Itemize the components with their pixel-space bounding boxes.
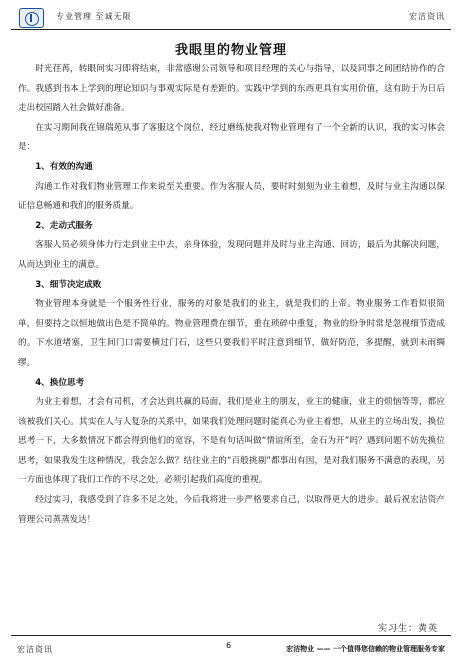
page-header <box>0 0 462 32</box>
section-heading-details: 3、细节决定成败 <box>35 279 102 290</box>
footer-slogan: 宏洁物业 —— 一个值得您信赖的物业管理服务专家 <box>286 645 445 653</box>
section-heading-empathy: 4、换位思考 <box>35 377 85 388</box>
header-brand: 宏洁资讯 <box>409 12 445 21</box>
paragraph-walkaround-service: 客服人员必须身体力行走到业主中去，亲身体验，发现问题并及时与业主沟通、回访，最后为其解决问题，从而达到业主的满意。 <box>18 240 445 270</box>
paragraph-communication: 沟通工作对我们物业管理工作来说至关重要。作为客服人员，要时时刻刻为业主着想，及时与业主沟通以保证信息畅通和我们的服务质量。 <box>18 181 445 212</box>
paragraph-overview: 在实习期间我在锦瑞苑从事了客服这个岗位，经过磨练使我对物业管理有了一个全新的认识，我的实习体会是： <box>18 122 445 153</box>
header-slogan: 专业管理 至诚无限 <box>56 12 132 21</box>
page-title: 我眼里的物业管理 <box>174 43 287 58</box>
document-body <box>18 60 445 530</box>
paragraph-empathy: 为业主着想，才会有司机，才会达到共赢的局面，我们是业主的朋友，业主的健康，业主的烦恼等等，都应该被我们关心。其实在人与人复杂的关系中，如果我们处理问题时能真心为业主着想，从业主的立场出发，换位思考一下，大多数情况下都会得到他们的宽容，不是有句话叫做“情谊所至，金石为开”吗？遇到问题不妨先换位思考，如果我发生这种情况，我会怎么做？结往业主的“百般挑剔”都事出有因，是对我们服务不满意的表现，另一方面也体现了我们工作的不尽之处，必须引起我们高度的重视。 <box>18 397 445 486</box>
signature: 实习生：黄英 <box>377 624 438 634</box>
footer-brand: 宏洁资讯 <box>17 645 53 654</box>
section-heading-communication: 1、有效的沟通 <box>35 161 93 172</box>
company-logo-icon <box>19 8 44 28</box>
paragraph-conclusion: 经过实习，我感受到了许多不足之处，今后我将进一步严格要求自己，以取得更大的进步。最后祝宏洁资产管理公司蒸蒸发达！ <box>18 495 445 525</box>
paragraph-details: 物业管理本身就是一个服务性行业，服务的对象是我们的业主，就是我们的上帝。物业服务工作看似很简单，但要持之以恒地做出色是不简单的。物业管理费在细节，重在琐碎中重复，物业的纷争时常是忽视细节造成的。下水道堵塞，卫生间门口需要横过门石，这些只要我们平时注意到细节，做好防范，多提醒，就到未雨绸缪。 <box>18 299 445 368</box>
section-heading-walkaround-service: 2、走动式服务 <box>35 220 93 231</box>
paragraph-intro: 时光荏苒，转眼间实习即将结束，非常感谢公司领导和项目经理的关心与指导，以及同事之间团结协作的合作。我感到书本上学到的理论知识与事观实际是有差距的。实践中学到的东西更具有实用价值，这有助于为日后走出校园踏入社会做好准备。 <box>18 64 445 114</box>
footer-divider <box>11 635 451 636</box>
header-divider <box>11 29 451 30</box>
page-number: 6 <box>226 641 232 650</box>
